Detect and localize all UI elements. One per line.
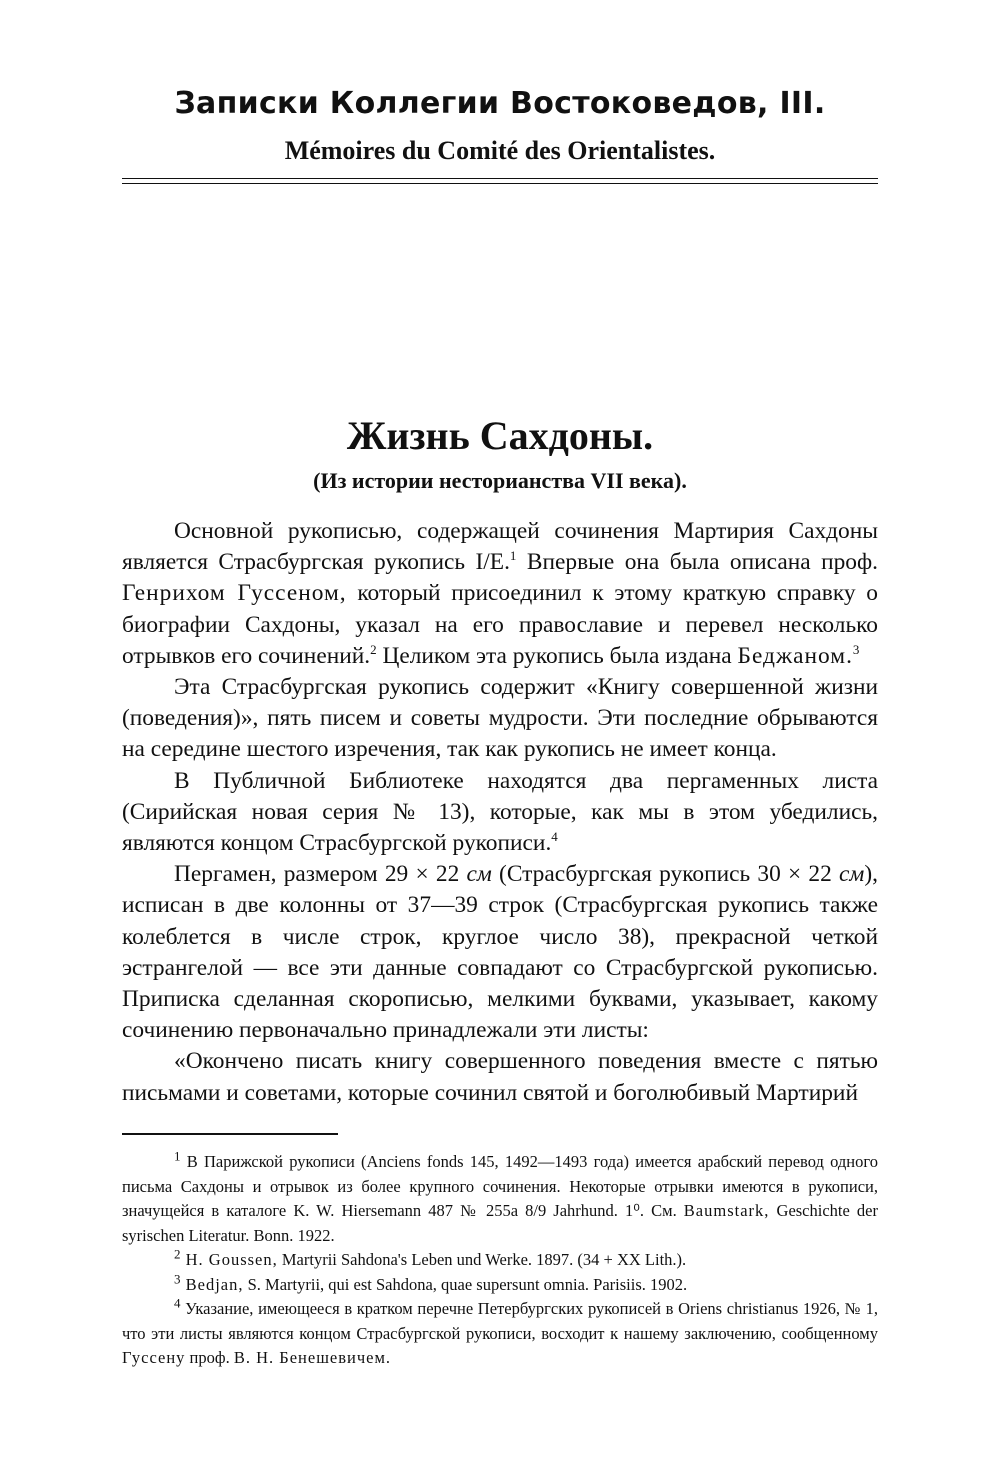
footnote-3 (122, 1273, 878, 1298)
footnote-number: 3 (174, 1271, 181, 1286)
paragraph-4 (122, 859, 878, 1046)
footnote-ref-4[interactable]: 4 (551, 829, 558, 845)
text: Целиком эта рукопись была издана (376, 642, 738, 669)
text: Основной рукописью, содержащей сочинения Мартирия Сахдоны является Страсбургская рукопись I/E. (122, 518, 878, 576)
article-subtitle: (Из истории несторианства VII века). (313, 468, 687, 493)
footnote-1 (122, 1150, 878, 1248)
paragraph-2: Эта Страсбургская рукопись содержит «Книгу совершенной жизни (поведения)», пять писем и советы мудрости. Эти последние обрываются на середине шестого изречения, так как рукопись не имеет конца. (122, 674, 878, 763)
footnote-ref-3[interactable]: 3 (852, 642, 860, 658)
footnote-number: 4 (174, 1295, 181, 1311)
footnote-number: 1 (174, 1148, 181, 1164)
header-double-rule (122, 178, 878, 184)
journal-subtitle: Mémoires du Comité des Orientalistes. (284, 136, 716, 165)
person-name: Беджаном. (737, 642, 853, 669)
text: В Парижской рукописи (Anciens fonds 145, 1492—1493 года) имеется арабский перевод одного письма Сахдоны и отрывок из более крупного сочинения. Некоторые отрывки имеются в рукописи, значущейся в каталоге K. W. Hiersemann 487 № 255a 8/9 Jahrhund. 1⁰. См. (122, 1152, 878, 1220)
text: Martyrii Sahdona's Leben und Werke. 1897. (34 + XX Lith.). (277, 1250, 687, 1269)
text: В Публичной Библиотеке находятся два пергаменных листа (Сирийская новая серия № 13), которые, как мы в этом убедились, являются концом Страсбургской рукописи. (122, 767, 878, 857)
person-name: Генрихом Гуссеном, (122, 580, 347, 607)
author-name: Bedjan, (180, 1274, 244, 1294)
footnote-ref-1[interactable]: 1 (509, 548, 517, 564)
footnote-ref-2[interactable]: 2 (370, 642, 377, 658)
text: (Страсбургская рукопись 30 × 22 (491, 861, 840, 888)
text: Впервые она была описана проф. (516, 549, 878, 576)
text: проф. (185, 1348, 234, 1367)
unit: см (839, 861, 865, 888)
text: Пергамен, размером 29 × 22 (174, 861, 467, 888)
paragraph-3 (122, 766, 878, 860)
footnote-number: 2 (174, 1246, 181, 1262)
text: ), исписан в две колонны от 37—39 строк (Страсбургская рукопись также колеблется в числе строк, круглое число 38), прекрасной четкой эстрангелой — все эти данные совпадают со Страсбургской рукописью. Приписка сделанная скорописью, мелкими буквами, указывает, какому сочинению первоначально принадлежали эти листы: (122, 861, 878, 1044)
text: Указание, имеющееся в кратком перечне Петербургских рукописей в Oriens christianus 1926, № 1, что эти листы являются концом Страсбургской рукописи, восходит к нашему заключению, сообщенному (122, 1299, 878, 1343)
footnote-rule (122, 1133, 338, 1135)
text: Geschichte der syrischen Literatur. Bonn. 1922. (122, 1201, 878, 1245)
author-name: Baumstark, (683, 1201, 770, 1220)
person-name: Гуссену (122, 1348, 186, 1367)
footnote-4 (122, 1297, 878, 1371)
unit: см (466, 861, 492, 888)
author-name: H. Goussen, (180, 1250, 278, 1269)
text: S. Martyrii, qui est Sahdona, quae supersunt omnia. Parisiis. 1902. (243, 1274, 688, 1294)
article-title: Жизнь Сахдоны. (346, 413, 654, 458)
footnotes (122, 1150, 878, 1371)
article-body (122, 516, 878, 1109)
text: который присоединил к этому краткую справку о биографии Сахдоны, указал на его православие и перевел несколько отрывков его сочинений. (122, 580, 878, 669)
footnote-2 (122, 1248, 878, 1273)
paragraph-1 (122, 516, 878, 672)
paragraph-5: «Окончено писать книгу совершенного поведения вместе с пятью письмами и советами, которые сочинил святой и боголюбивый Мартирий (122, 1048, 878, 1106)
person-name: В. Н. Бенешевичем. (233, 1348, 392, 1367)
journal-title: Записки Коллегии Востоковедов, III. (174, 86, 826, 121)
